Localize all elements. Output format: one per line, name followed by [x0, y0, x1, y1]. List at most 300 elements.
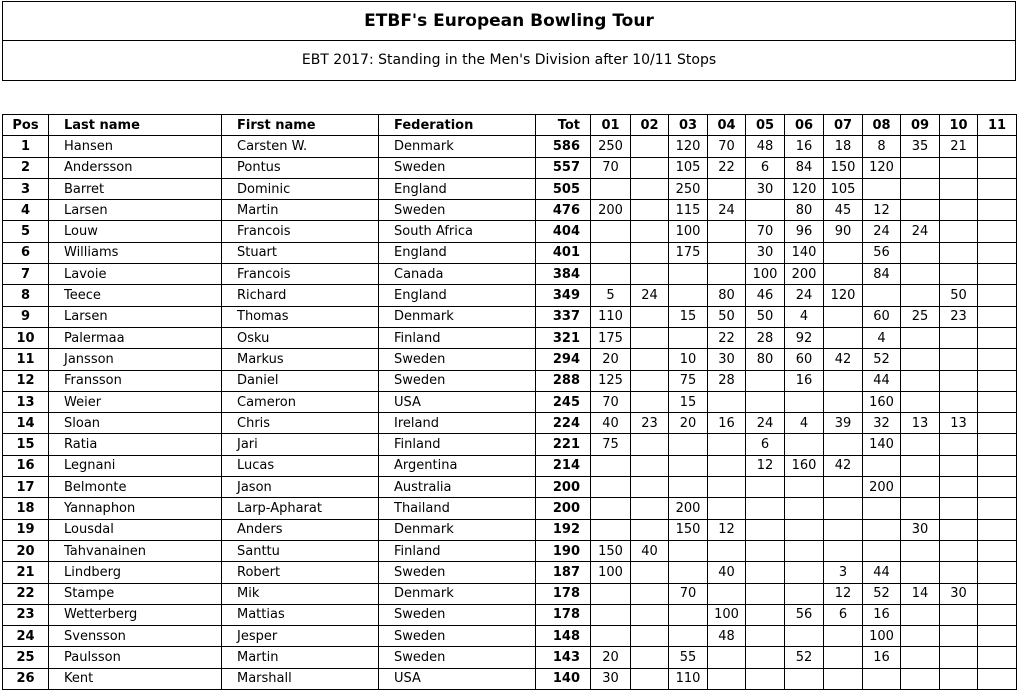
table-cell: Sweden	[379, 370, 536, 391]
column-header: Pos	[3, 115, 49, 136]
table-cell	[940, 477, 978, 498]
table-cell: 6	[3, 242, 49, 263]
table-cell: 192	[536, 519, 591, 540]
table-cell: 2	[3, 157, 49, 178]
column-header: 01	[591, 115, 631, 136]
table-cell: Lucas	[222, 455, 379, 476]
table-cell	[901, 370, 940, 391]
table-cell	[746, 626, 785, 647]
table-cell: 25	[901, 306, 940, 327]
table-cell	[785, 583, 824, 604]
table-cell: 16	[708, 413, 746, 434]
table-cell: 224	[536, 413, 591, 434]
table-cell: 100	[708, 604, 746, 625]
table-cell	[978, 221, 1017, 242]
table-cell: 70	[746, 221, 785, 242]
table-cell	[708, 477, 746, 498]
table-cell	[631, 327, 669, 348]
column-header: 05	[746, 115, 785, 136]
table-row	[3, 583, 1017, 604]
table-cell: 12	[3, 370, 49, 391]
table-cell: 200	[536, 498, 591, 519]
table-cell	[591, 264, 631, 285]
table-cell: Canada	[379, 264, 536, 285]
table-cell: 28	[708, 370, 746, 391]
table-cell: Svensson	[49, 626, 222, 647]
table-cell: 96	[785, 221, 824, 242]
column-header: 02	[631, 115, 669, 136]
table-cell: Mik	[222, 583, 379, 604]
table-cell	[631, 604, 669, 625]
table-cell	[746, 391, 785, 412]
header-box	[2, 1, 1016, 81]
table-cell	[631, 200, 669, 221]
table-cell: 12	[863, 200, 901, 221]
table-cell	[824, 306, 863, 327]
table-cell	[940, 519, 978, 540]
table-cell: 42	[824, 455, 863, 476]
table-cell: USA	[379, 668, 536, 689]
table-cell: 14	[901, 583, 940, 604]
table-cell: Carsten W.	[222, 136, 379, 157]
table-cell: 4	[3, 200, 49, 221]
table-cell: 60	[863, 306, 901, 327]
table-cell: Teece	[49, 285, 222, 306]
table-cell: 70	[708, 136, 746, 157]
table-cell	[901, 498, 940, 519]
table-cell	[591, 477, 631, 498]
table-cell: 150	[824, 157, 863, 178]
table-cell: Daniel	[222, 370, 379, 391]
table-cell: 40	[591, 413, 631, 434]
table-cell: 6	[746, 157, 785, 178]
table-cell	[708, 221, 746, 242]
table-cell: 120	[785, 178, 824, 199]
table-cell	[863, 178, 901, 199]
table-cell: Australia	[379, 477, 536, 498]
table-cell: 200	[785, 264, 824, 285]
table-cell	[978, 349, 1017, 370]
table-cell	[824, 647, 863, 668]
table-cell: 44	[863, 370, 901, 391]
table-cell: 5	[591, 285, 631, 306]
table-cell	[978, 264, 1017, 285]
table-cell: 24	[901, 221, 940, 242]
table-cell: 349	[536, 285, 591, 306]
table-cell: 160	[863, 391, 901, 412]
table-cell: 30	[746, 242, 785, 263]
table-cell	[940, 455, 978, 476]
table-cell: Martin	[222, 200, 379, 221]
table-cell	[940, 327, 978, 348]
page-title: ETBF's European Bowling Tour	[3, 2, 1015, 41]
table-cell: 19	[3, 519, 49, 540]
table-cell	[631, 370, 669, 391]
table-cell	[978, 604, 1017, 625]
table-cell: 150	[669, 519, 708, 540]
table-cell: Sweden	[379, 604, 536, 625]
table-cell	[901, 391, 940, 412]
standings-table	[2, 114, 1017, 690]
table-cell	[669, 264, 708, 285]
table-cell: 10	[3, 327, 49, 348]
table-cell	[901, 604, 940, 625]
table-cell	[940, 391, 978, 412]
column-header: Tot	[536, 115, 591, 136]
table-cell: 24	[631, 285, 669, 306]
table-cell: 35	[901, 136, 940, 157]
table-cell	[824, 540, 863, 561]
table-cell	[746, 647, 785, 668]
table-cell: England	[379, 178, 536, 199]
table-cell	[824, 498, 863, 519]
table-cell: Lindberg	[49, 562, 222, 583]
table-cell	[746, 200, 785, 221]
table-cell: 20	[591, 647, 631, 668]
table-cell: 8	[863, 136, 901, 157]
table-cell: 214	[536, 455, 591, 476]
column-header: 04	[708, 115, 746, 136]
table-cell: Larp-Apharat	[222, 498, 379, 519]
table-cell: Cameron	[222, 391, 379, 412]
table-cell	[940, 242, 978, 263]
table-cell: 178	[536, 583, 591, 604]
table-cell: South Africa	[379, 221, 536, 242]
table-cell: 294	[536, 349, 591, 370]
table-cell: 40	[631, 540, 669, 561]
table-cell	[940, 370, 978, 391]
table-cell	[631, 242, 669, 263]
table-cell	[708, 391, 746, 412]
table-cell	[746, 498, 785, 519]
table-cell: 80	[785, 200, 824, 221]
table-cell: 70	[591, 157, 631, 178]
table-cell: 28	[746, 327, 785, 348]
table-cell: Chris	[222, 413, 379, 434]
table-cell	[978, 285, 1017, 306]
table-cell	[785, 519, 824, 540]
table-cell	[631, 626, 669, 647]
table-cell	[978, 519, 1017, 540]
table-cell	[631, 668, 669, 689]
table-cell: Stuart	[222, 242, 379, 263]
table-cell	[669, 562, 708, 583]
table-cell	[785, 668, 824, 689]
table-cell: 4	[785, 413, 824, 434]
table-cell: 10	[669, 349, 708, 370]
table-cell: 4	[785, 306, 824, 327]
table-cell: England	[379, 242, 536, 263]
table-cell	[631, 477, 669, 498]
table-cell	[978, 157, 1017, 178]
table-cell	[746, 477, 785, 498]
table-cell: 190	[536, 540, 591, 561]
table-cell: 44	[863, 562, 901, 583]
table-cell	[708, 264, 746, 285]
table-cell	[708, 434, 746, 455]
table-cell	[824, 626, 863, 647]
column-header: 03	[669, 115, 708, 136]
table-cell: 100	[669, 221, 708, 242]
table-cell: 120	[669, 136, 708, 157]
table-cell	[978, 242, 1017, 263]
table-cell: 200	[536, 477, 591, 498]
table-cell	[901, 647, 940, 668]
table-cell: 100	[746, 264, 785, 285]
table-cell: USA	[379, 391, 536, 412]
table-row	[3, 306, 1017, 327]
table-cell	[631, 178, 669, 199]
table-cell	[631, 498, 669, 519]
table-cell: 20	[3, 540, 49, 561]
table-cell	[978, 327, 1017, 348]
table-cell: Finland	[379, 540, 536, 561]
table-cell: 9	[3, 306, 49, 327]
table-cell: 84	[863, 264, 901, 285]
table-cell	[708, 498, 746, 519]
column-header: Federation	[379, 115, 536, 136]
table-body	[3, 136, 1017, 690]
table-cell: 24	[746, 413, 785, 434]
table-cell	[631, 434, 669, 455]
table-cell: 321	[536, 327, 591, 348]
column-header: 08	[863, 115, 901, 136]
table-cell: 22	[3, 583, 49, 604]
table-row	[3, 477, 1017, 498]
table-cell: Francois	[222, 264, 379, 285]
table-cell	[978, 178, 1017, 199]
table-cell: 24	[708, 200, 746, 221]
table-cell: Denmark	[379, 136, 536, 157]
table-cell	[591, 221, 631, 242]
table-cell: 384	[536, 264, 591, 285]
table-cell: 245	[536, 391, 591, 412]
table-cell	[978, 434, 1017, 455]
table-cell	[824, 668, 863, 689]
table-row	[3, 498, 1017, 519]
table-row	[3, 668, 1017, 689]
table-cell: Anders	[222, 519, 379, 540]
table-cell: 75	[669, 370, 708, 391]
table-cell: Marshall	[222, 668, 379, 689]
table-cell: 48	[708, 626, 746, 647]
table-cell: 175	[669, 242, 708, 263]
table-cell: 16	[3, 455, 49, 476]
table-cell: 12	[708, 519, 746, 540]
table-cell	[940, 434, 978, 455]
table-cell: Francois	[222, 221, 379, 242]
table-cell: 30	[591, 668, 631, 689]
table-cell: Sloan	[49, 413, 222, 434]
table-cell	[901, 668, 940, 689]
table-cell	[863, 498, 901, 519]
table-cell: England	[379, 285, 536, 306]
table-cell	[940, 349, 978, 370]
table-cell	[708, 647, 746, 668]
table-row	[3, 327, 1017, 348]
table-cell: 11	[3, 349, 49, 370]
table-cell: 200	[669, 498, 708, 519]
table-cell: 50	[746, 306, 785, 327]
table-cell	[631, 562, 669, 583]
table-cell	[978, 200, 1017, 221]
table-cell	[978, 498, 1017, 519]
table-cell: Louw	[49, 221, 222, 242]
table-cell	[669, 540, 708, 561]
table-cell: 15	[669, 306, 708, 327]
table-row	[3, 349, 1017, 370]
table-cell	[746, 583, 785, 604]
table-cell	[978, 668, 1017, 689]
table-cell	[901, 327, 940, 348]
table-cell: 187	[536, 562, 591, 583]
table-row	[3, 626, 1017, 647]
table-cell: Hansen	[49, 136, 222, 157]
table-cell: Weier	[49, 391, 222, 412]
table-cell: Lousdal	[49, 519, 222, 540]
table-cell	[591, 519, 631, 540]
table-cell	[901, 626, 940, 647]
table-cell	[669, 327, 708, 348]
table-cell: 15	[3, 434, 49, 455]
table-cell: 160	[785, 455, 824, 476]
table-cell	[940, 604, 978, 625]
table-cell: Thailand	[379, 498, 536, 519]
table-cell: 55	[669, 647, 708, 668]
table-cell: Kent	[49, 668, 222, 689]
table-cell	[940, 221, 978, 242]
table-cell: Finland	[379, 434, 536, 455]
table-cell: 125	[591, 370, 631, 391]
table-cell: 16	[785, 136, 824, 157]
table-cell: Barret	[49, 178, 222, 199]
table-cell	[785, 562, 824, 583]
table-cell: 30	[940, 583, 978, 604]
table-header-row	[3, 115, 1017, 136]
table-cell	[978, 477, 1017, 498]
table-cell: 23	[631, 413, 669, 434]
table-cell: 84	[785, 157, 824, 178]
table-cell: 48	[746, 136, 785, 157]
table-cell: Denmark	[379, 519, 536, 540]
table-cell	[901, 455, 940, 476]
table-cell	[669, 434, 708, 455]
table-cell	[940, 157, 978, 178]
table-cell	[978, 370, 1017, 391]
table-cell: 110	[591, 306, 631, 327]
table-cell: 21	[3, 562, 49, 583]
table-cell	[591, 583, 631, 604]
table-cell: 52	[863, 349, 901, 370]
table-cell	[940, 562, 978, 583]
table-cell	[669, 285, 708, 306]
table-cell: Denmark	[379, 583, 536, 604]
table-cell: 120	[863, 157, 901, 178]
table-cell	[901, 242, 940, 263]
table-cell	[591, 178, 631, 199]
table-cell	[746, 370, 785, 391]
table-cell: Robert	[222, 562, 379, 583]
table-cell: Argentina	[379, 455, 536, 476]
table-cell: 250	[669, 178, 708, 199]
table-cell	[901, 285, 940, 306]
table-cell	[631, 583, 669, 604]
table-row	[3, 157, 1017, 178]
table-cell	[591, 604, 631, 625]
table-cell	[901, 434, 940, 455]
table-row	[3, 519, 1017, 540]
table-cell: 18	[824, 136, 863, 157]
table-cell: 5	[3, 221, 49, 242]
table-cell	[901, 349, 940, 370]
table-cell	[901, 477, 940, 498]
table-cell: Williams	[49, 242, 222, 263]
table-row	[3, 242, 1017, 263]
table-cell: 30	[746, 178, 785, 199]
column-header: 09	[901, 115, 940, 136]
table-cell	[824, 477, 863, 498]
table-cell: 7	[3, 264, 49, 285]
table-cell	[978, 455, 1017, 476]
table-cell: 39	[824, 413, 863, 434]
table-row	[3, 434, 1017, 455]
table-cell: 100	[591, 562, 631, 583]
table-cell	[940, 540, 978, 561]
table-cell	[901, 178, 940, 199]
table-cell	[746, 519, 785, 540]
table-cell: Fransson	[49, 370, 222, 391]
table-cell	[863, 285, 901, 306]
table-cell: 140	[536, 668, 591, 689]
table-cell	[631, 455, 669, 476]
table-cell	[746, 604, 785, 625]
table-cell: 32	[863, 413, 901, 434]
table-cell	[824, 370, 863, 391]
table-cell	[824, 519, 863, 540]
table-cell	[746, 540, 785, 561]
table-cell: 115	[669, 200, 708, 221]
table-cell: 12	[746, 455, 785, 476]
table-cell: 22	[708, 327, 746, 348]
table-cell: 13	[940, 413, 978, 434]
table-cell: Larsen	[49, 200, 222, 221]
table-cell	[631, 221, 669, 242]
table-row	[3, 413, 1017, 434]
table-cell: 23	[3, 604, 49, 625]
table-row	[3, 200, 1017, 221]
table-row	[3, 562, 1017, 583]
table-cell: 20	[669, 413, 708, 434]
table-cell: 46	[746, 285, 785, 306]
table-cell: 70	[591, 391, 631, 412]
table-cell	[940, 498, 978, 519]
page-subtitle: EBT 2017: Standing in the Men's Division after 10/11 Stops	[301, 52, 717, 68]
table-cell: 24	[3, 626, 49, 647]
table-cell: Dominic	[222, 178, 379, 199]
table-cell	[669, 477, 708, 498]
table-cell: Sweden	[379, 647, 536, 668]
table-cell	[591, 242, 631, 263]
table-cell: 557	[536, 157, 591, 178]
table-cell: 30	[901, 519, 940, 540]
table-cell: Legnani	[49, 455, 222, 476]
table-cell	[708, 178, 746, 199]
table-cell	[940, 647, 978, 668]
table-cell: Ratia	[49, 434, 222, 455]
table-cell	[785, 434, 824, 455]
table-cell: Lavoie	[49, 264, 222, 285]
table-cell: 143	[536, 647, 591, 668]
